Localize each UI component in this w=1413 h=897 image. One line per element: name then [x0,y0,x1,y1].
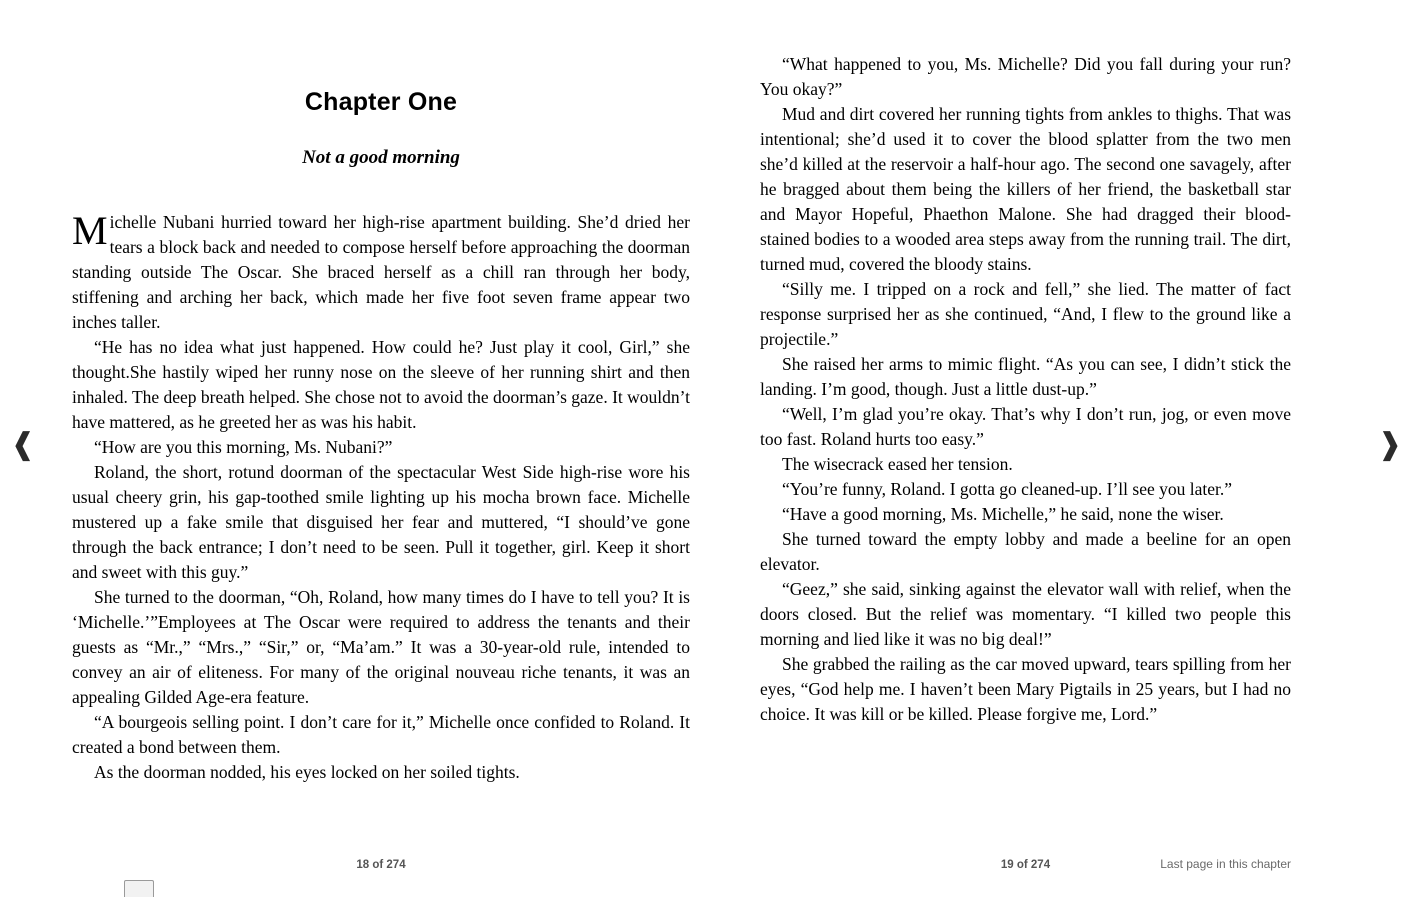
paragraph: Mud and dirt covered her running tights from ankles to thighs. That was intentional; she’d used it to cover the blood splatter from the two men she’d killed at the reservoir a half-hour ago. The second one savagely, after he bragged about them being the killers of her friend, the basketball star and Mayor Hopeful, Phaethon Malone. She had dragged their blood-stained bodies to a wooded area steps away from the running trail. The dirt, turned mud, covered the bloody stains. [760,104,1291,274]
paragraph: “Have a good morning, Ms. Michelle,” he said, none the wiser. [782,504,1224,524]
paragraph-text: ichelle Nubani hurried toward her high-rise apartment building. She’d dried her tears a block back and needed to compose herself before approaching the doorman standing outside The Oscar. She braced herself as a chill ran through her body, stiffening and arching her back, which made her five foot seven frame appear two inches taller. [72,212,690,332]
paragraph: “How are you this morning, Ms. Nubani?” [94,437,393,457]
right-page-footer [732,859,1371,871]
page-number: 19 of 274 [1000,859,1051,871]
paragraph: She raised her arms to mimic flight. “As you can see, I didn’t stick the landing. I’m good, though. Just a little dust-up.” [760,354,1291,399]
page-number: 18 of 274 [356,859,406,871]
paragraph [72,210,690,335]
chevron-right-icon: ❱ [1377,426,1403,462]
next-page-arrow[interactable] [1371,0,1413,889]
page-spread [42,0,1371,889]
paragraph: “A bourgeois selling point. I don’t care for it,” Michelle once confided to Roland. It created a bond between them. [72,712,690,757]
right-page [732,0,1371,889]
drop-cap: M [72,208,108,253]
right-page-content [760,0,1291,727]
paragraph: “He has no idea what just happened. How could he? Just play it cool, Girl,” she thought.She hastily wiped her runny nose on the sleeve of her running shirt and then inhaled. The deep breath helped. She chose not to avoid the doorman’s gaze. It wouldn’t have mattered, as he greeted her as was his habit. [72,337,691,432]
chapter-progress-note: Last page in this chapter [1160,857,1291,871]
paragraph: “You’re funny, Roland. I gotta go cleaned-up. I’ll see you later.” [782,479,1233,499]
paragraph: She turned to the doorman, “Oh, Roland, how many times do I have to tell you? It is ‘Michelle.’”Employees at The Oscar were required to address the tenants and their guests as “Mr.,” “Mrs.,” “Sir,” or, “Ma’am.” It was a 30-year-old rule, intended to convey an air of eliteness. For many of the original nouveau riche tenants, it was an appealing Gilded Age-era feature. [72,587,690,707]
paragraph: Roland, the short, rotund doorman of the spectacular West Side high-rise wore his usual cheery grin, his gap-toothed smile lighting up his mocha brown face. Michelle mustered up a fake smile that disguised her fear and muttered, “I should’ve gone through the back entrance; I don’t need to be seen. Pull it together, girl. Keep it short and sweet with this guy.” [72,462,690,582]
chapter-title: Chapter One [304,88,458,116]
paragraph: “Well, I’m glad you’re okay. That’s why I don’t run, jog, or even move too fast. Roland hurts too easy.” [760,404,1291,449]
left-page [42,0,732,889]
paragraph: The wisecrack eased her tension. [782,454,1013,474]
paragraph: “What happened to you, Ms. Michelle? Did you fall during your run? You okay?” [760,54,1291,99]
left-page-content [72,0,690,785]
paragraph: As the doorman nodded, his eyes locked on her soiled tights. [94,762,520,782]
chapter-subtitle: Not a good morning [302,147,460,168]
paragraph: “Silly me. I tripped on a rock and fell,” she lied. The matter of fact response surprised her as she continued, “And, I flew to the ground like a projectile.” [760,279,1291,349]
left-page-footer [42,859,732,871]
chevron-left-icon: ❰ [10,426,36,462]
previous-page-arrow[interactable] [0,0,42,889]
paragraph: “Geez,” she said, sinking against the elevator wall with relief, when the doors closed. But the relief was momentary. “I killed two people this morning and lied like it was no big deal!” [760,579,1291,649]
paragraph: She turned toward the empty lobby and made a beeline for an open elevator. [760,529,1291,574]
paragraph: She grabbed the railing as the car moved upward, tears spilling from her eyes, “God help me. I haven’t been Mary Pigtails in 25 years, but I had no choice. It was kill or be killed. Please forgive me, Lord.” [760,654,1291,724]
